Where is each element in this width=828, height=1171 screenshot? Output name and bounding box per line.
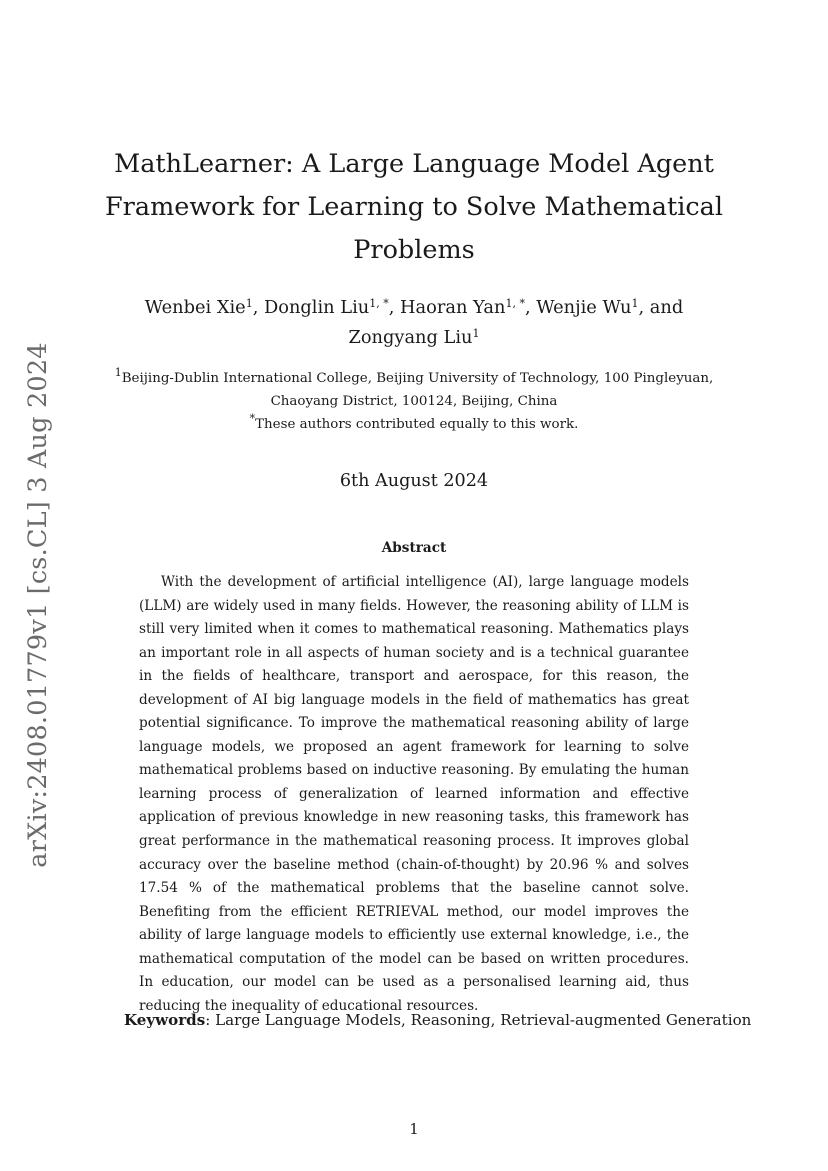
- abstract-heading: Abstract: [381, 540, 447, 556]
- affiliation-mark: 1: [114, 366, 122, 379]
- author-name: Wenbei Xie: [144, 297, 246, 318]
- note-text: These authors contributed equally to this work.: [255, 417, 579, 432]
- author-affiliation-mark: 1, *: [369, 297, 389, 310]
- publication-date: 6th August 2024: [339, 471, 489, 491]
- abstract-body: With the development of artificial intelligence (AI), large language models (LLM) are widely used in many fields. However, the reasoning ability of LLM is still very limited when it comes to mathematical reasoning. Mathematics plays an important role in all aspects of human society and is a technical guarantee in the fields of healthcare, transport and aerospace, for this reason, the development of AI big language models in the field of mathematics has great potential significance. To improve the mathematical reasoning ability of large language models, we proposed an agent framework for learning to solve mathematical problems based on inductive reasoning. By emulating the human learning process of generalization of learned information and effective application of previous knowledge in new reasoning tasks, this framework has great performance in the mathematical reasoning process. It improves global accuracy over the baseline method (chain-of-thought) by 20.96 % and solves 17.54 % of the mathematical problems that the baseline cannot solve. Benefiting from the efficient RETRIEVAL method, our model improves the ability of large language models to efficiently use external knowledge, i.e., the mathematical computation of the model can be based on written procedures. In education, our model can be used as a personalised learning aid, thus reducing the inequality of educational resources.: [139, 574, 689, 1014]
- affiliations: [100, 367, 728, 436]
- author-affiliation-mark: 1: [472, 327, 480, 340]
- author-list: [98, 293, 730, 353]
- keywords-text: : Large Language Models, Reasoning, Retrieval-augmented Generation: [205, 1011, 752, 1029]
- arxiv-identifier-text: arXiv:2408.01779v1 [cs.CL] 3 Aug 2024: [23, 342, 53, 868]
- page-number: 1: [409, 1120, 419, 1138]
- author-name: , Haoran Yan: [388, 297, 506, 318]
- affiliation-text: Beijing-Dublin International College, Beijing University of Technology, 100 Pingleyuan, Chaoyang District, 100124, Beijing, China: [121, 371, 714, 409]
- author-affiliation-mark: 1: [245, 297, 253, 310]
- keywords-line: [124, 1011, 752, 1029]
- author-affiliation-mark: 1: [631, 297, 639, 310]
- author-name: , Wenjie Wu: [524, 297, 632, 318]
- paper-title: MathLearner: A Large Language Model Agent Framework for Learning to Solve Mathematical Problems: [104, 149, 723, 265]
- affiliation-line: [100, 367, 728, 413]
- keywords-label: Keywords: [124, 1011, 206, 1029]
- note-mark: *: [249, 412, 256, 425]
- author-name: , and Zongyang Liu: [348, 297, 684, 348]
- author-affiliation-mark: 1, *: [505, 297, 525, 310]
- author-name: , Donglin Liu: [252, 297, 370, 318]
- equal-contribution-note: [100, 413, 728, 436]
